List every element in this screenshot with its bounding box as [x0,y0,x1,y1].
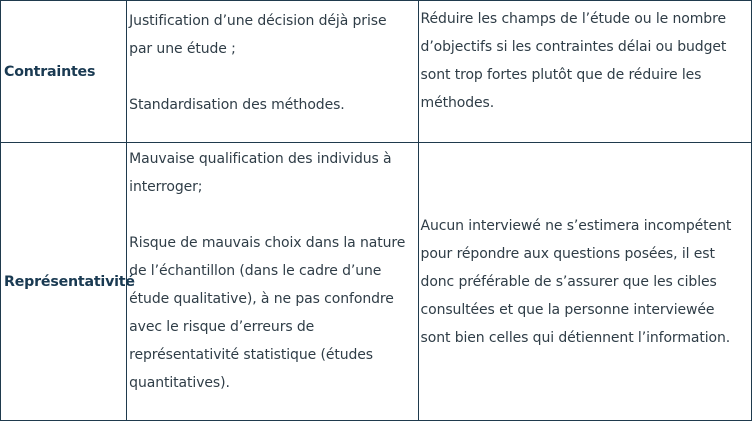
table-row [1,143,752,421]
row-label: Contraintes [1,1,127,143]
risk-item: Mauvaise qualification des individus à interroger; [129,151,392,195]
risks-cell [127,1,418,143]
recommendation-text: Réduire les champs de l’étude ou le nombre d’objectifs si les contraintes délai ou budget sont trop fortes plutôt que de réduire les méthodes. [420,11,727,111]
risk-item: Risque de mauvais choix dans la nature de l’échantillon (dans le cadre d’une étude qualitative), à ne pas confondre avec le risque d’erreurs de représentativité statistique (études quantitatives). [129,235,406,391]
table-row [1,1,752,143]
risks-cell [127,143,418,421]
risk-item: Justification d’une décision déjà prise par une étude ; [129,13,387,57]
risk-item: Standardisation des méthodes. [129,97,345,113]
recommendation-cell [418,1,751,143]
recommendation-text: Aucun interviewé ne s’estimera incompétent pour répondre aux questions posées, il est donc préférable de s’assurer que les cibles consultées et que la personne interviewée sont bien celles qui détiennent l’information. [420,217,732,346]
recommendation-cell [418,143,751,421]
row-label: Représentativité [1,143,127,421]
